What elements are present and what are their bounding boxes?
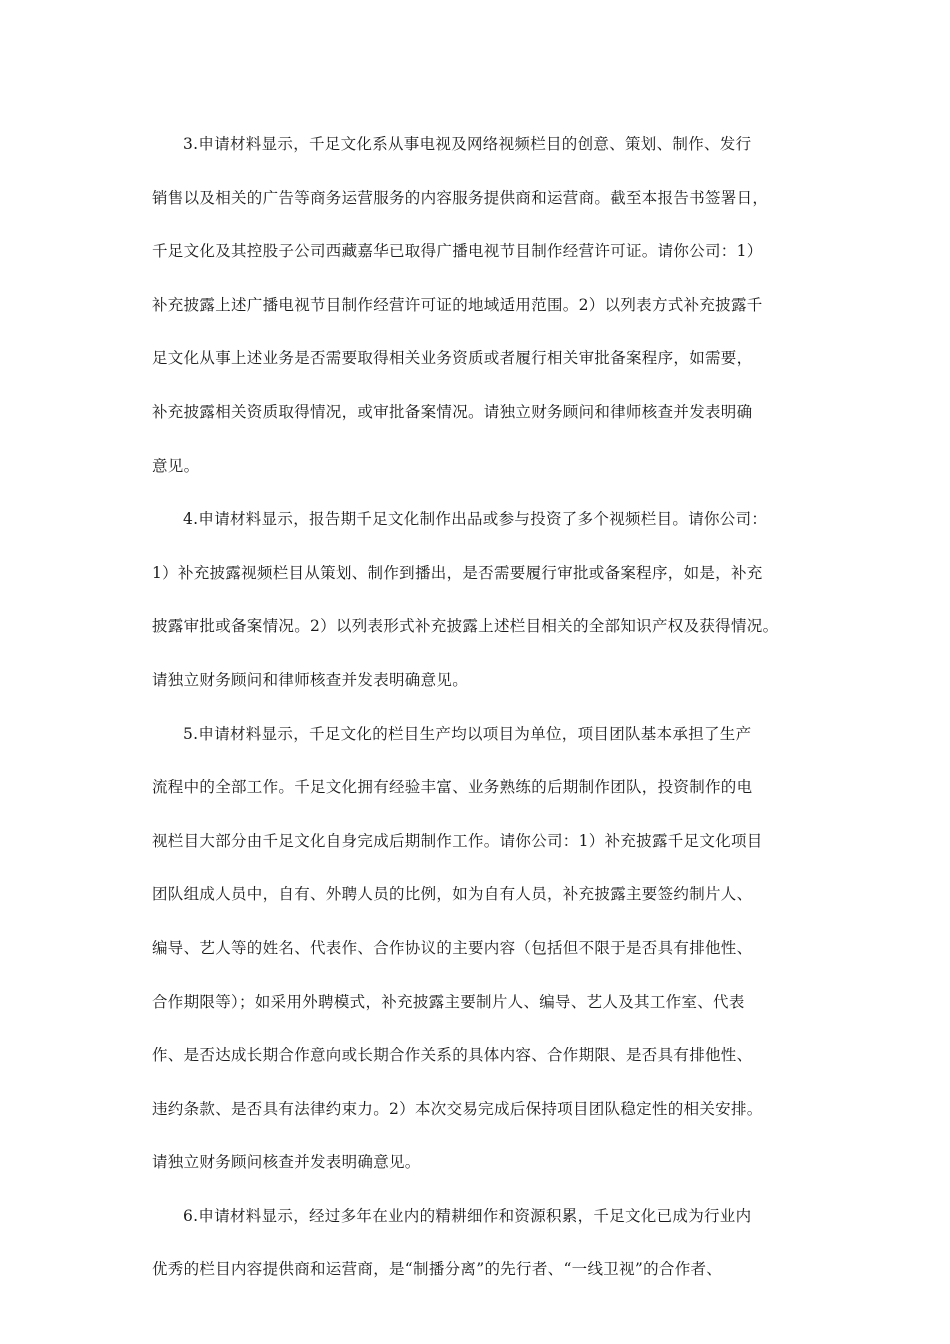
text-line: 违约条款、是否具有法律约束力。2）本次交易完成后保持项目团队稳定性的相关安排。: [152, 1099, 763, 1118]
text-line: 1）补充披露视频栏目从策划、制作到播出，是否需要履行审批或备案程序，如是，补充: [152, 563, 763, 582]
text-line: 5.申请材料显示，千足文化的栏目生产均以项目为单位，项目团队基本承担了生产: [183, 724, 752, 743]
text-line: 补充披露相关资质取得情况，或审批备案情况。请独立财务顾问和律师核查并发表明确: [152, 402, 753, 421]
text-line: 流程中的全部工作。千足文化拥有经验丰富、业务熟练的后期制作团队，投资制作的电: [152, 778, 753, 797]
text-line: 请独立财务顾问核查并发表明确意见。: [152, 1153, 421, 1172]
text-line: 6.申请材料显示，经过多年在业内的精耕细作和资源积累，千足文化已成为行业内: [183, 1206, 752, 1225]
paragraph-item-5: [152, 708, 808, 1190]
text-line: 千足文化及其控股子公司西藏嘉华已取得广播电视节目制作经营许可证。请你公司：1）: [152, 242, 763, 261]
text-line: 销售以及相关的广告等商务运营服务的内容服务提供商和运营商。截至本报告书签署日，: [152, 188, 769, 207]
text-line: 请独立财务顾问和律师核查并发表明确意见。: [152, 670, 469, 689]
paragraph-item-6: [152, 1190, 808, 1297]
text-line: 3.申请材料显示，千足文化系从事电视及网络视频栏目的创意、策划、制作、发行: [183, 135, 752, 153]
text-line: 4.申请材料显示，报告期千足文化制作出品或参与投资了多个视频栏目。请你公司：: [183, 510, 768, 529]
text-line: 补充披露上述广播电视节目制作经营许可证的地域适用范围。2）以列表方式补充披露千: [152, 295, 763, 314]
text-line: 合作期限等）；如采用外聘模式，补充披露主要制片人、编导、艺人及其工作室、代表: [152, 992, 745, 1011]
text-line: 披露审批或备案情况。2）以列表形式补充披露上述栏目相关的全部知识产权及获得情况。: [152, 617, 779, 636]
paragraph-item-3: [152, 118, 808, 493]
text-line: 作、是否达成长期合作意向或长期合作关系的具体内容、合作期限、是否具有排他性、: [152, 1046, 753, 1065]
text-line: 优秀的栏目内容提供商和运营商，是“制播分离”的先行者、“一线卫视”的合作者、: [152, 1260, 723, 1279]
text-line: 团队组成人员中，自有、外聘人员的比例，如为自有人员，补充披露主要签约制片人、: [152, 885, 753, 904]
text-line: 意见。: [152, 456, 200, 475]
paragraph-item-4: [152, 493, 808, 707]
text-line: 编导、艺人等的姓名、代表作、合作协议的主要内容（包括但不限于是否具有排他性、: [152, 938, 753, 957]
document-body: [152, 118, 808, 1297]
text-line: 足文化从事上述业务是否需要取得相关业务资质或者履行相关审批备案程序，如需要，: [152, 349, 753, 368]
text-line: 视栏目大部分由千足文化自身完成后期制作工作。请你公司：1）补充披露千足文化项目: [152, 831, 763, 850]
